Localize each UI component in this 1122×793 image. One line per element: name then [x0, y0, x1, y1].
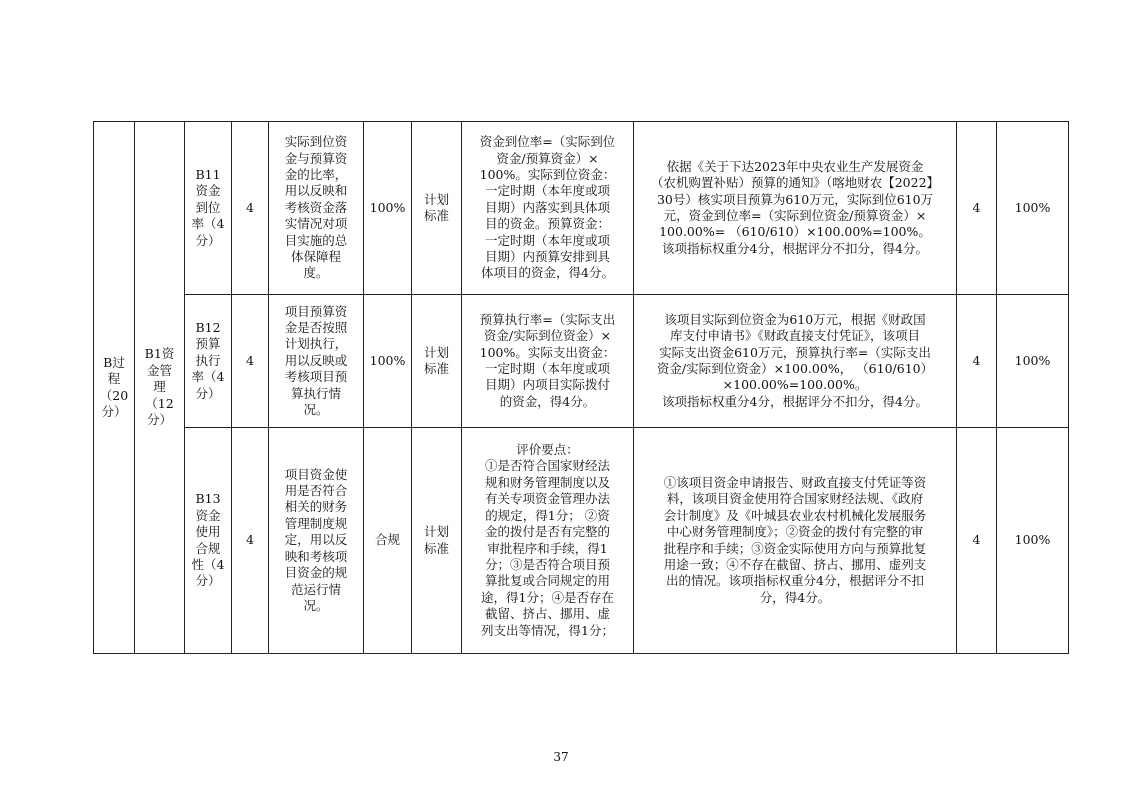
- table-row: [94, 295, 1069, 428]
- page-number: 37: [553, 750, 569, 764]
- table-row: [94, 428, 1069, 654]
- analysis-cell: ①该项目资金申请报告、财政直接支付凭证等资 料，该项目资金使用符合国家财经法规、《政府 会计制度》及《叶城县农业农村机械化发展服务 中心财务管理制度》；②资金的拨付有完整的审 批程序和手续；③资金实际使用方向与预算批复 用途一致；④不存在截留、挤占、挪用、虚列支 出的情况。该项指标权重分4分，根据评分不扣 分，得4分。: [634, 428, 957, 654]
- scoring-criteria-cell: 评价要点： ①是否符合国家财经法 规和财务管理制度以及 有关专项资金管理办法 的规定，得1分； ②资 金的拨付是否有完整的 审批程序和手续，得1 分；③是否符合项目预 算批复或合同规定的用 途，得1分；④是否存在 截留、挤占、挪用、虚 列支出等情况，得1分；: [462, 428, 634, 654]
- level3-indicator-cell: B13 资金 使用 合规 性（4 分）: [185, 428, 232, 654]
- target-source-cell: 计划 标准: [412, 295, 462, 428]
- score-rate-cell: 100%: [997, 295, 1069, 428]
- indicator-explanation-cell: 实际到位资 金与预算资 金的比率， 用以反映和 考核资金落 实情况对项 目实施的总 体保障程 度。: [269, 122, 364, 295]
- score-cell: 4: [957, 295, 997, 428]
- score-rate-cell: 100%: [997, 428, 1069, 654]
- level3-indicator-cell: B12 预算 执行 率（4 分）: [185, 295, 232, 428]
- target-source-cell: 计划 标准: [412, 122, 462, 295]
- weight-cell: 4: [232, 122, 269, 295]
- score-cell: 4: [957, 122, 997, 295]
- analysis-cell: 该项目实际到位资金为610万元，根据《财政国 库支付申请书》《财政直接支付凭证》，该项目 实际支出资金610万元，预算执行率=（实际支出 资金/实际到位资金）×100.00%， （610/610） ×100.00%=100.00%。 该项指标权重分4分，根据评分不扣分，得4分。: [634, 295, 957, 428]
- level2-indicator-cell: B1资 金管 理 （12 分）: [135, 122, 185, 654]
- scoring-criteria-cell: 预算执行率=（实际支出 资金/实际到位资金）× 100%。实际支出资金： 一定时期（本年度或项 目期）内项目实际拨付 的资金，得4分。: [462, 295, 634, 428]
- evaluation-table: [93, 121, 1069, 654]
- score-rate-cell: 100%: [997, 122, 1069, 295]
- target-source-cell: 计划 标准: [412, 428, 462, 654]
- level3-indicator-cell: B11 资金 到位 率（4 分）: [185, 122, 232, 295]
- indicator-explanation-cell: 项目预算资 金是否按照 计划执行， 用以反映或 考核项目预 算执行情 况。: [269, 295, 364, 428]
- target-value-cell: 合规: [364, 428, 412, 654]
- weight-cell: 4: [232, 295, 269, 428]
- analysis-cell: 依据《关于下达2023年中央农业生产发展资金 （农机购置补贴）预算的通知》（喀地财农【2022】 30号）核实项目预算为610万元，实际到位610万 元，资金到位率=（实际到位资金/预算资金）× 100.00%= （610/610）×100.00%=100%。 该项指标权重分4分，根据评分不扣分，得4分。: [634, 122, 957, 295]
- table-row: [94, 122, 1069, 295]
- indicator-explanation-cell: 项目资金使 用是否符合 相关的财务 管理制度规 定，用以反 映和考核项 目资金的规 范运行情 况。: [269, 428, 364, 654]
- level1-indicator-cell: B过 程 （20 分）: [94, 122, 135, 654]
- target-value-cell: 100%: [364, 122, 412, 295]
- score-cell: 4: [957, 428, 997, 654]
- weight-cell: 4: [232, 428, 269, 654]
- target-value-cell: 100%: [364, 295, 412, 428]
- scoring-criteria-cell: 资金到位率=（实际到位 资金/预算资金）× 100%。实际到位资金： 一定时期（本年度或项 目期）内落实到具体项 目的资金。预算资金： 一定时期（本年度或项 目期）内预算安排到具 体项目的资金，得4分。: [462, 122, 634, 295]
